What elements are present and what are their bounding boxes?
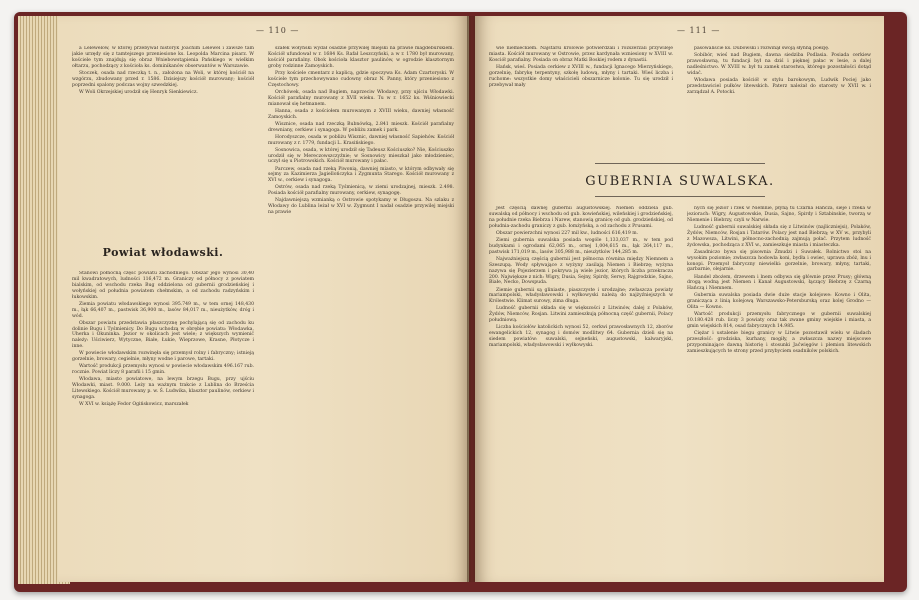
text-paragraph: Handel zbożem, drzewem i lnem odbywa się głównie przez Prusy; główną drogą wodną jest Niemen i Kanał Augustowski, łączący Biebrzę z Czarną Hańczą i Niemnem. (687, 274, 871, 292)
right-column-2-top (687, 46, 871, 146)
left-page-number: — 110 — (256, 26, 300, 35)
text-paragraph: Parczew, osada nad rzeką Piwonią, dawniej miasto, w którym odbywały się sejmy za Kazimierza Jagiellończyka i Zygmunta Starego. Kościół murowany z XVI w., cerkiew i synagoga. (268, 166, 454, 184)
text-paragraph: Obszar powiatu przedstawia płaszczyznę pochylającą się od zachodu ku dolinie Bugu i Tyśmienicy. Do Bugu uchodzą w obrębie powiatu: Włodawka, Uherka i Okuninka. Jezior w okolicach jest wiele; z większych wymienić należy: Uściwierz, Wytyczne, Białe, Łukie, Wieprzowe, Krasne, Płotycze i inne. (72, 320, 254, 350)
text-paragraph: pasowaliście ks. Dubowski i rozwinął swoją słynną poezję. (694, 46, 830, 51)
text-paragraph: Włodawa, miasto powiatowe, na lewym brzegu Bugu, przy ujściu Włodawki, miast. 9.000. Leży na ważnym trakcie z Lublina do Brześcia Litewskiego. Kościół murowany p. w. Ś. Ludwika, klasztor paulinów, cerkiew i synagoga. (72, 377, 254, 401)
right-page-number: — 111 — (677, 26, 721, 35)
text-paragraph: Hanna, osada z kościołem murowanym z XVIII wieku, dawniej własność Zamoyskich. (268, 108, 454, 120)
text-paragraph: Stoczek, osada nad rzeczką t. n., założona na Woli, w której kościół na wzgórzu, zbudowany przed r. 1586. Dzisiejszy kościół murowany; kościół poprzedni spalony podczas wojny szwedzkiej. (72, 70, 254, 88)
text-paragraph: W Woli Okrzejskiej urodził się Henryk Sienkiewicz. (79, 89, 198, 95)
text-paragraph: wie niemieckiem. Najstarsi królowie potwierdzali i rozszerzali przywileje miasta. Kościół murowany w Ostrowie, przez kardynała wzniesiony w XVIII w. Kosciół parafialny. Posiada on obraz Matki Boskiej rodem z dynastii. (489, 46, 673, 63)
section-title-gubernia-suwalska: GUBERNIA SUWALSKA. (585, 174, 775, 189)
text-paragraph: nych się jezior i rzek w Niemnie, płyną tu Czarna Hańcza, sieje i rzeka w jeziorach: Wigry, Augustowskie, Dusia, Sajno, Spirdy i Sztabinskie, tworzą w Niemenie i Biebrzy, czyli w Narwie. (687, 206, 871, 223)
section-rule-bottom (595, 196, 765, 197)
section-title-powiat-wlodawski: Powiat włodawski. (102, 246, 224, 259)
right-column-2-main (687, 206, 871, 571)
text-paragraph: Ludność gubernii składa się w większości z Litwinów, dalej z Polaków, Żydów, Niemców, Rosjan. Litwini zamieszkują północną część gubernii, Polacy południową. (489, 306, 673, 324)
text-paragraph: Wisznice, osada nad rzeczką Bubnówką, 2.841 mieszk. Kościół parafialny drewniany, cerkiew i synagoga. W pobliżu zamek i park. (268, 121, 454, 133)
right-page (475, 16, 884, 582)
left-column-1-bottom (72, 271, 254, 571)
text-paragraph: Horodyszcze, osada w pobliżu Wisznic, dawniej własność Sapiehów. Kościół murowany z r. 1779, fundacji L. Krasińskiego. (268, 134, 454, 146)
text-paragraph: Gubernia suwalska posiada dwie duże stacje kolejowe: Kowno i Olita, granicząca z linią kolejową Warszawsko-Petersburską oraz kolej Grodno — Olita — Kowno. (687, 293, 871, 311)
left-column-1-top (72, 46, 254, 234)
text-paragraph: Orchówek, osada nad Bugiem, naprzeciw Włodawy, przy ujściu Włodawki. Kościół parafialny murowany z XVII wieku. Tu w r. 1652 ks. Wiśniowiecki mianował się hetmanem. (268, 89, 454, 107)
text-paragraph: Sosnowica, osada, w której urodził się Tadeusz Kościuszko? Nie, Kościuszko urodził się w Mereczowszczyźnie; w Sosnowicy mieszkał jako młodzieniec, uczył się u Piotrowskich. Kościół murowany i pałac. (268, 147, 454, 165)
right-column-1-main (489, 206, 673, 571)
text-paragraph: Ludność gubernii suwalskiej składa się z Litwinów (najliczniejsi), Polaków, Żydów, Niemców, Rosjan i Tatarów. Polacy jest nad Biebrzą; w XV w., przybyli z Mazowsza, Litwini, północno-zachodnią zajmują połać. Przytem ludność żydowska, pochodząca z XVI w., zamieszkuje miasta i miasteczka. (687, 224, 871, 248)
left-page (58, 16, 469, 582)
text-paragraph: Sobibór, wieś nad Bugiem, dawna siedziba Podlasia. Posiada cerkiew prawosławną, tu fundacji był na dziś i pięknej pałac w lesie, a dalej nadleśnictwo. W XVIII w. był tu zamek starostwa, którego pozostałości dotąd widać. (687, 53, 871, 76)
text-paragraph: Najważniejszą częścią gubernii jest północna równina między Niemnem a Szeszupą. Wody spływające z wyżyny zasilają Niemen i Biebrzę; wyżyna nazywa się Pojezierzem i pokrywa ją wiele jezior, których liczba przekracza 200. Największe z nich: Wigry, Dusia, Sejny, Spirdy, Serwy, Rajgrodzkie, Sajno, Białe, Necko, Dowspuda. (489, 256, 673, 286)
text-paragraph: Wartość produkcji przemysłu wynosi w powiecie włodawskim 496.167 rub. rocznie. Powiat liczy 8 parafii i 15 gmin. (72, 364, 254, 376)
text-paragraph: Obszar powierzchni wynosi 227 mil kw., ludności 616,419 m. (496, 230, 639, 236)
text-paragraph: Najdawniejszą wzmianką o Ostrowie spotykamy w Długoszu. Na szlaku z Włodawy do Lublina leżał w XVI w. Zygmunt I nadał osadzie przywilej miejski na prawie (268, 198, 454, 216)
text-paragraph: Ziemi gubernia suwalska posiada wogóle 1,133,037 m., w tem pod budynkami i ogrodami 62,065 m., ornej 1,004,615 m., łąk 264,117 m., pastwisk 171,019 m., lasów 305,988 m., nieużytków 144,285 m. (489, 237, 673, 255)
text-paragraph: Ciężar i ustalenie biegu granicy w Litwie pozostawił wielu w śladach przeszłość: grodziska, kurhany, mogiły, a zwłaszcza nazwy miejscowe przypominające dawną historię i stosunki Jaćwięgów i plemion litewskich zamieszkujących te strony przed przybyciem osadników polskich. (687, 331, 871, 354)
text-paragraph: Wartość produkcji przemysłu fabrycznego w gubernii suwalskiej 10.180.428 rub. liczy 3 powiaty oraz tak zwane gminy wiejskie i miasta, a gmin wiejskich 814, osad fabrycznych 14.985. (687, 312, 871, 330)
section-rule-top (595, 163, 765, 164)
text-paragraph: Liczba kościołów katolickich wynosi 52, cerkwi prawosławnych 12, zborów ewangelickich 12, synagog i domów modlitwy 64. Gubernia dzieli się na siedem powiatów: suwalski, sejneński, augustowski, kalwaryjski, mariampolski, władysławowski i wyłkowyski. (489, 325, 673, 349)
text-paragraph: Ziemie gubernii są gliniaste, piaszczyste i urodzajne; zwłaszcza powiaty mariampolski, władysławowski i wyłkowyski należą do najżyźniejszych w Królestwie. Klimat surowy, zima długa. (489, 287, 673, 305)
text-paragraph: W powiecie włodawskim rozwinęła się przemysł rolny i fabryczny; istnieją gorzelnie, browary, cegielnie, młyny wodne i parowe, tartaki. (72, 351, 254, 363)
text-paragraph: W XVI w. książę Fedor Ogińskowicz, marszałek (79, 402, 189, 408)
text-paragraph: Włodawa posiada kościół w stylu barokowym, Ludwik Pociej jako przedstawiciel pułków litewskich. Paterz należał do starosty w XVII w. i zarządzał A. Potocki. (687, 77, 871, 95)
right-column-1-top (489, 46, 673, 146)
text-paragraph: Przy kościele cmentarz z kaplicą, gdzie spoczywa Ks. Adam Czartoryski. W kościele tym przechowywano cudowny obraz N. Panny, który przeniesiono z Częstochowy. (268, 70, 454, 88)
text-paragraph: Hańsk, wieś. Posiada cerkiew z XVIII w., fundacji Ignacego Mierzyńskiego, gorzelnię, fabrykę terpentyny, szkołę ludową, młyny i tartaki. Wieś liczba i ruchome: wszystkie domy właścicieli obszarnicze kolonie. Tu się urodził i przebywał mały (489, 64, 673, 88)
left-column-2 (268, 46, 454, 571)
text-paragraph: szałek wołyński wydał osadzie przywilej miejski na prawie magdeburskiem. Kościół ufundował w r. 1684 Ks. Rafał Leszczyński, a w r. 1780 był murowany, kościół parafialny. Obok kościoła klasztor paulinów, w ogrodzie klasztornym groby rodzinne Zamoyskich. (268, 46, 454, 69)
text-paragraph: Stanowi północną część powiatu zachodniego. Obszar jego wynosi 30,40 mil kwadratowych, ludności 116,472 m. Graniczy od północy z powiatem bialskim, od wschodu rzeka Bug oddzielona od gubernii grodzieńskiej i wołyńskiej od południa powiatem chełmskim, a od zachodu radzyńskim i łukowskim. (72, 271, 254, 300)
text-paragraph: Ostrów, osada nad rzeką Tyśmienicą, w ziemi urodzajnej, mieszk. 2.498. Posiada kościół parafialny murowany, cerkiew, synagogę. (268, 185, 454, 197)
text-paragraph: a Lelewelów, w której przebywał historyk Joachim Lelewel i zawsze tam jakie urzędy się z tamtejszego przeniesione ks. Leopolda Marcina pisarz. W kościele tym znajdują się obraz Wniebowstąpienia Pańskiego w wielkim ołtarzu, pochodzący z kościoła ks. dominikanów obserwantów w Warszawie. (72, 46, 254, 69)
text-paragraph: Zasadniczo bywa się pisownia Żmudzi i Suwałek. Rolnictwo stoi na wysokim poziomie; zwłaszcza hodowla koni, bydła i owiec, uprawa zbóż, lnu i konopi. Przemysł fabryczny niewielki: gorzelnie, browary, młyny, tartaki, garbarnie, olejarnie. (687, 249, 871, 273)
text-paragraph: Jest częścią dawnej gubernii augustowskiej. Niemen oddziela gub. suwalską od północy i wschodu od gub. kowieńskiej, wileńskiej i grodzieńskiej, na południe rzeka Biebrza i Narew, stanowią granicę od gub. grodzieńskiej, od południa-zachodu graniczy z gub. łomżyńską, a od zachodu z Prusami. (489, 206, 673, 229)
text-paragraph: Ziemia powiatu włodawskiego wynosi 395.749 m., w tem ornej 148,430 m., łąk 66,407 m., pastwisk 36,900 m., lasów 84,017 m., nieużytków, dróg i wód. (72, 301, 254, 319)
